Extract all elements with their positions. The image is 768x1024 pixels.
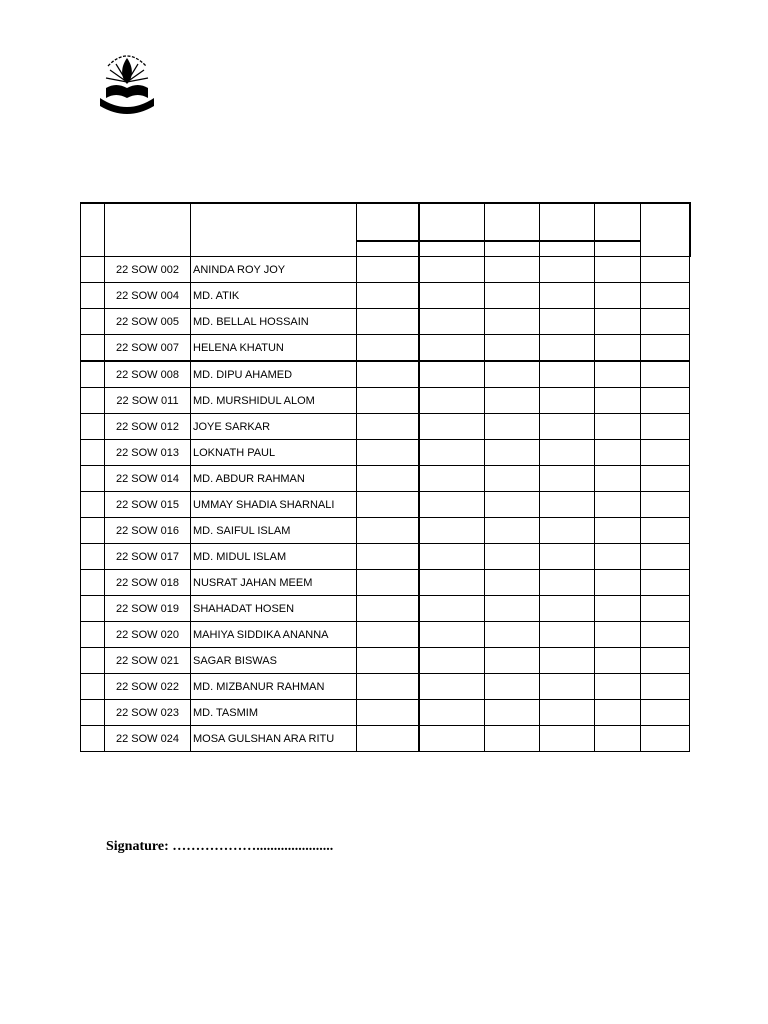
table-row	[81, 518, 690, 544]
mark-cell	[595, 596, 641, 622]
serial-cell	[81, 257, 105, 283]
mark-cell	[595, 414, 641, 440]
mark-cell	[641, 440, 690, 466]
mark-cell	[540, 440, 595, 466]
header-cell	[595, 203, 641, 241]
institution-emblem-icon	[98, 44, 156, 114]
mark-cell	[485, 674, 540, 700]
header-cell	[191, 203, 357, 257]
mark-cell	[357, 466, 419, 492]
table-row	[81, 414, 690, 440]
mark-cell	[357, 492, 419, 518]
mark-cell	[641, 700, 690, 726]
mark-cell	[357, 544, 419, 570]
header-cell	[540, 203, 595, 241]
mark-cell	[540, 257, 595, 283]
mark-cell	[485, 622, 540, 648]
mark-cell	[540, 414, 595, 440]
mark-cell	[641, 388, 690, 414]
roll-cell: 22 SOW 011	[105, 388, 191, 414]
table-row	[81, 283, 690, 309]
mark-cell	[485, 596, 540, 622]
mark-cell	[419, 674, 485, 700]
mark-cell	[357, 335, 419, 362]
mark-cell	[641, 361, 690, 388]
table-row	[81, 700, 690, 726]
mark-cell	[540, 466, 595, 492]
mark-cell	[540, 492, 595, 518]
roll-cell: 22 SOW 021	[105, 648, 191, 674]
header-cell	[540, 241, 595, 257]
mark-cell	[641, 309, 690, 335]
serial-cell	[81, 648, 105, 674]
roll-cell: 22 SOW 007	[105, 335, 191, 362]
mark-cell	[419, 257, 485, 283]
mark-cell	[485, 414, 540, 440]
roll-cell: 22 SOW 004	[105, 283, 191, 309]
mark-cell	[595, 726, 641, 752]
mark-cell	[641, 648, 690, 674]
mark-cell	[357, 309, 419, 335]
mark-cell	[485, 361, 540, 388]
mark-cell	[419, 596, 485, 622]
name-cell: MD. ABDUR RAHMAN	[191, 466, 357, 492]
mark-cell	[595, 257, 641, 283]
mark-cell	[485, 518, 540, 544]
roll-cell: 22 SOW 005	[105, 309, 191, 335]
roll-cell: 22 SOW 017	[105, 544, 191, 570]
table-row	[81, 440, 690, 466]
table-row	[81, 257, 690, 283]
name-cell: MD. TASMIM	[191, 700, 357, 726]
name-cell: MD. MIZBANUR RAHMAN	[191, 674, 357, 700]
mark-cell	[540, 283, 595, 309]
mark-cell	[419, 414, 485, 440]
mark-cell	[595, 388, 641, 414]
mark-cell	[357, 414, 419, 440]
mark-cell	[641, 596, 690, 622]
serial-cell	[81, 596, 105, 622]
serial-cell	[81, 570, 105, 596]
table-row	[81, 570, 690, 596]
table-row	[81, 596, 690, 622]
mark-cell	[485, 309, 540, 335]
serial-cell	[81, 674, 105, 700]
serial-cell	[81, 283, 105, 309]
mark-cell	[641, 283, 690, 309]
roll-cell: 22 SOW 008	[105, 361, 191, 388]
mark-cell	[595, 466, 641, 492]
mark-cell	[419, 544, 485, 570]
mark-cell	[485, 544, 540, 570]
roll-cell: 22 SOW 002	[105, 257, 191, 283]
table-row	[81, 674, 690, 700]
mark-cell	[419, 309, 485, 335]
mark-cell	[540, 388, 595, 414]
name-cell: MD. SAIFUL ISLAM	[191, 518, 357, 544]
mark-cell	[540, 570, 595, 596]
mark-cell	[641, 674, 690, 700]
name-cell: UMMAY SHADIA SHARNALI	[191, 492, 357, 518]
mark-cell	[419, 388, 485, 414]
mark-cell	[357, 361, 419, 388]
mark-cell	[419, 622, 485, 648]
mark-cell	[641, 726, 690, 752]
name-cell: LOKNATH PAUL	[191, 440, 357, 466]
name-cell: MOSA GULSHAN ARA RITU	[191, 726, 357, 752]
mark-cell	[595, 648, 641, 674]
mark-cell	[485, 388, 540, 414]
mark-cell	[641, 335, 690, 362]
mark-cell	[540, 544, 595, 570]
serial-cell	[81, 440, 105, 466]
mark-cell	[357, 622, 419, 648]
mark-cell	[641, 466, 690, 492]
serial-cell	[81, 361, 105, 388]
mark-cell	[485, 283, 540, 309]
mark-cell	[419, 440, 485, 466]
table-row	[81, 726, 690, 752]
mark-cell	[485, 440, 540, 466]
name-cell: MD. ATIK	[191, 283, 357, 309]
header-cell	[595, 241, 641, 257]
mark-cell	[485, 700, 540, 726]
mark-cell	[595, 622, 641, 648]
name-cell: ANINDA ROY JOY	[191, 257, 357, 283]
serial-cell	[81, 466, 105, 492]
header-cell	[357, 203, 419, 241]
mark-cell	[419, 518, 485, 544]
serial-cell	[81, 544, 105, 570]
mark-cell	[357, 388, 419, 414]
mark-cell	[540, 596, 595, 622]
mark-cell	[641, 257, 690, 283]
name-cell: JOYE SARKAR	[191, 414, 357, 440]
table-header-row	[81, 203, 690, 241]
mark-cell	[485, 726, 540, 752]
roll-cell: 22 SOW 014	[105, 466, 191, 492]
roll-cell: 22 SOW 016	[105, 518, 191, 544]
header-cell	[419, 203, 485, 241]
table-row	[81, 361, 690, 388]
mark-cell	[540, 518, 595, 544]
serial-cell	[81, 622, 105, 648]
serial-cell	[81, 335, 105, 362]
roll-cell: 22 SOW 015	[105, 492, 191, 518]
serial-cell	[81, 492, 105, 518]
header-cell	[485, 203, 540, 241]
name-cell: NUSRAT JAHAN MEEM	[191, 570, 357, 596]
roll-cell: 22 SOW 018	[105, 570, 191, 596]
serial-cell	[81, 309, 105, 335]
serial-cell	[81, 518, 105, 544]
mark-cell	[595, 335, 641, 362]
mark-cell	[540, 674, 595, 700]
mark-cell	[540, 622, 595, 648]
mark-cell	[419, 466, 485, 492]
name-cell: MD. DIPU AHAMED	[191, 361, 357, 388]
mark-cell	[641, 622, 690, 648]
mark-cell	[485, 466, 540, 492]
mark-cell	[540, 309, 595, 335]
table-row	[81, 466, 690, 492]
mark-cell	[595, 283, 641, 309]
mark-cell	[540, 335, 595, 362]
mark-cell	[419, 361, 485, 388]
mark-cell	[419, 283, 485, 309]
roll-cell: 22 SOW 020	[105, 622, 191, 648]
header-cell	[105, 203, 191, 257]
table-row	[81, 648, 690, 674]
roll-cell: 22 SOW 012	[105, 414, 191, 440]
mark-cell	[419, 700, 485, 726]
table-row	[81, 335, 690, 362]
mark-cell	[485, 257, 540, 283]
table-row	[81, 309, 690, 335]
header-cell	[641, 203, 690, 257]
name-cell: SHAHADAT HOSEN	[191, 596, 357, 622]
mark-cell	[485, 492, 540, 518]
roll-cell: 22 SOW 013	[105, 440, 191, 466]
header-cell	[357, 241, 419, 257]
mark-cell	[357, 440, 419, 466]
mark-cell	[485, 570, 540, 596]
mark-cell	[595, 518, 641, 544]
mark-cell	[419, 726, 485, 752]
name-cell: MD. MURSHIDUL ALOM	[191, 388, 357, 414]
attendance-table	[80, 202, 691, 752]
serial-cell	[81, 388, 105, 414]
roll-cell: 22 SOW 019	[105, 596, 191, 622]
header-cell	[81, 203, 105, 257]
table-row	[81, 388, 690, 414]
mark-cell	[540, 726, 595, 752]
mark-cell	[357, 257, 419, 283]
mark-cell	[595, 570, 641, 596]
mark-cell	[641, 492, 690, 518]
header-cell	[485, 241, 540, 257]
mark-cell	[357, 726, 419, 752]
mark-cell	[595, 309, 641, 335]
mark-cell	[595, 440, 641, 466]
mark-cell	[419, 335, 485, 362]
roll-cell: 22 SOW 023	[105, 700, 191, 726]
header-cell	[419, 241, 485, 257]
mark-cell	[540, 700, 595, 726]
mark-cell	[641, 414, 690, 440]
mark-cell	[641, 570, 690, 596]
mark-cell	[641, 544, 690, 570]
name-cell: SAGAR BISWAS	[191, 648, 357, 674]
mark-cell	[595, 492, 641, 518]
mark-cell	[540, 648, 595, 674]
serial-cell	[81, 700, 105, 726]
mark-cell	[419, 492, 485, 518]
signature-line: Signature: ………………......................	[106, 839, 334, 854]
table-row	[81, 492, 690, 518]
name-cell: MAHIYA SIDDIKA ANANNA	[191, 622, 357, 648]
mark-cell	[595, 700, 641, 726]
serial-cell	[81, 414, 105, 440]
mark-cell	[357, 700, 419, 726]
mark-cell	[595, 674, 641, 700]
name-cell: MD. BELLAL HOSSAIN	[191, 309, 357, 335]
mark-cell	[485, 335, 540, 362]
table-row	[81, 622, 690, 648]
serial-cell	[81, 726, 105, 752]
mark-cell	[357, 283, 419, 309]
mark-cell	[595, 544, 641, 570]
mark-cell	[357, 648, 419, 674]
mark-cell	[357, 518, 419, 544]
name-cell: MD. MIDUL ISLAM	[191, 544, 357, 570]
mark-cell	[641, 518, 690, 544]
mark-cell	[357, 570, 419, 596]
mark-cell	[357, 596, 419, 622]
name-cell: HELENA KHATUN	[191, 335, 357, 362]
mark-cell	[595, 361, 641, 388]
mark-cell	[357, 674, 419, 700]
roll-cell: 22 SOW 022	[105, 674, 191, 700]
mark-cell	[419, 648, 485, 674]
table-row	[81, 544, 690, 570]
mark-cell	[485, 648, 540, 674]
mark-cell	[540, 361, 595, 388]
roll-cell: 22 SOW 024	[105, 726, 191, 752]
mark-cell	[419, 570, 485, 596]
